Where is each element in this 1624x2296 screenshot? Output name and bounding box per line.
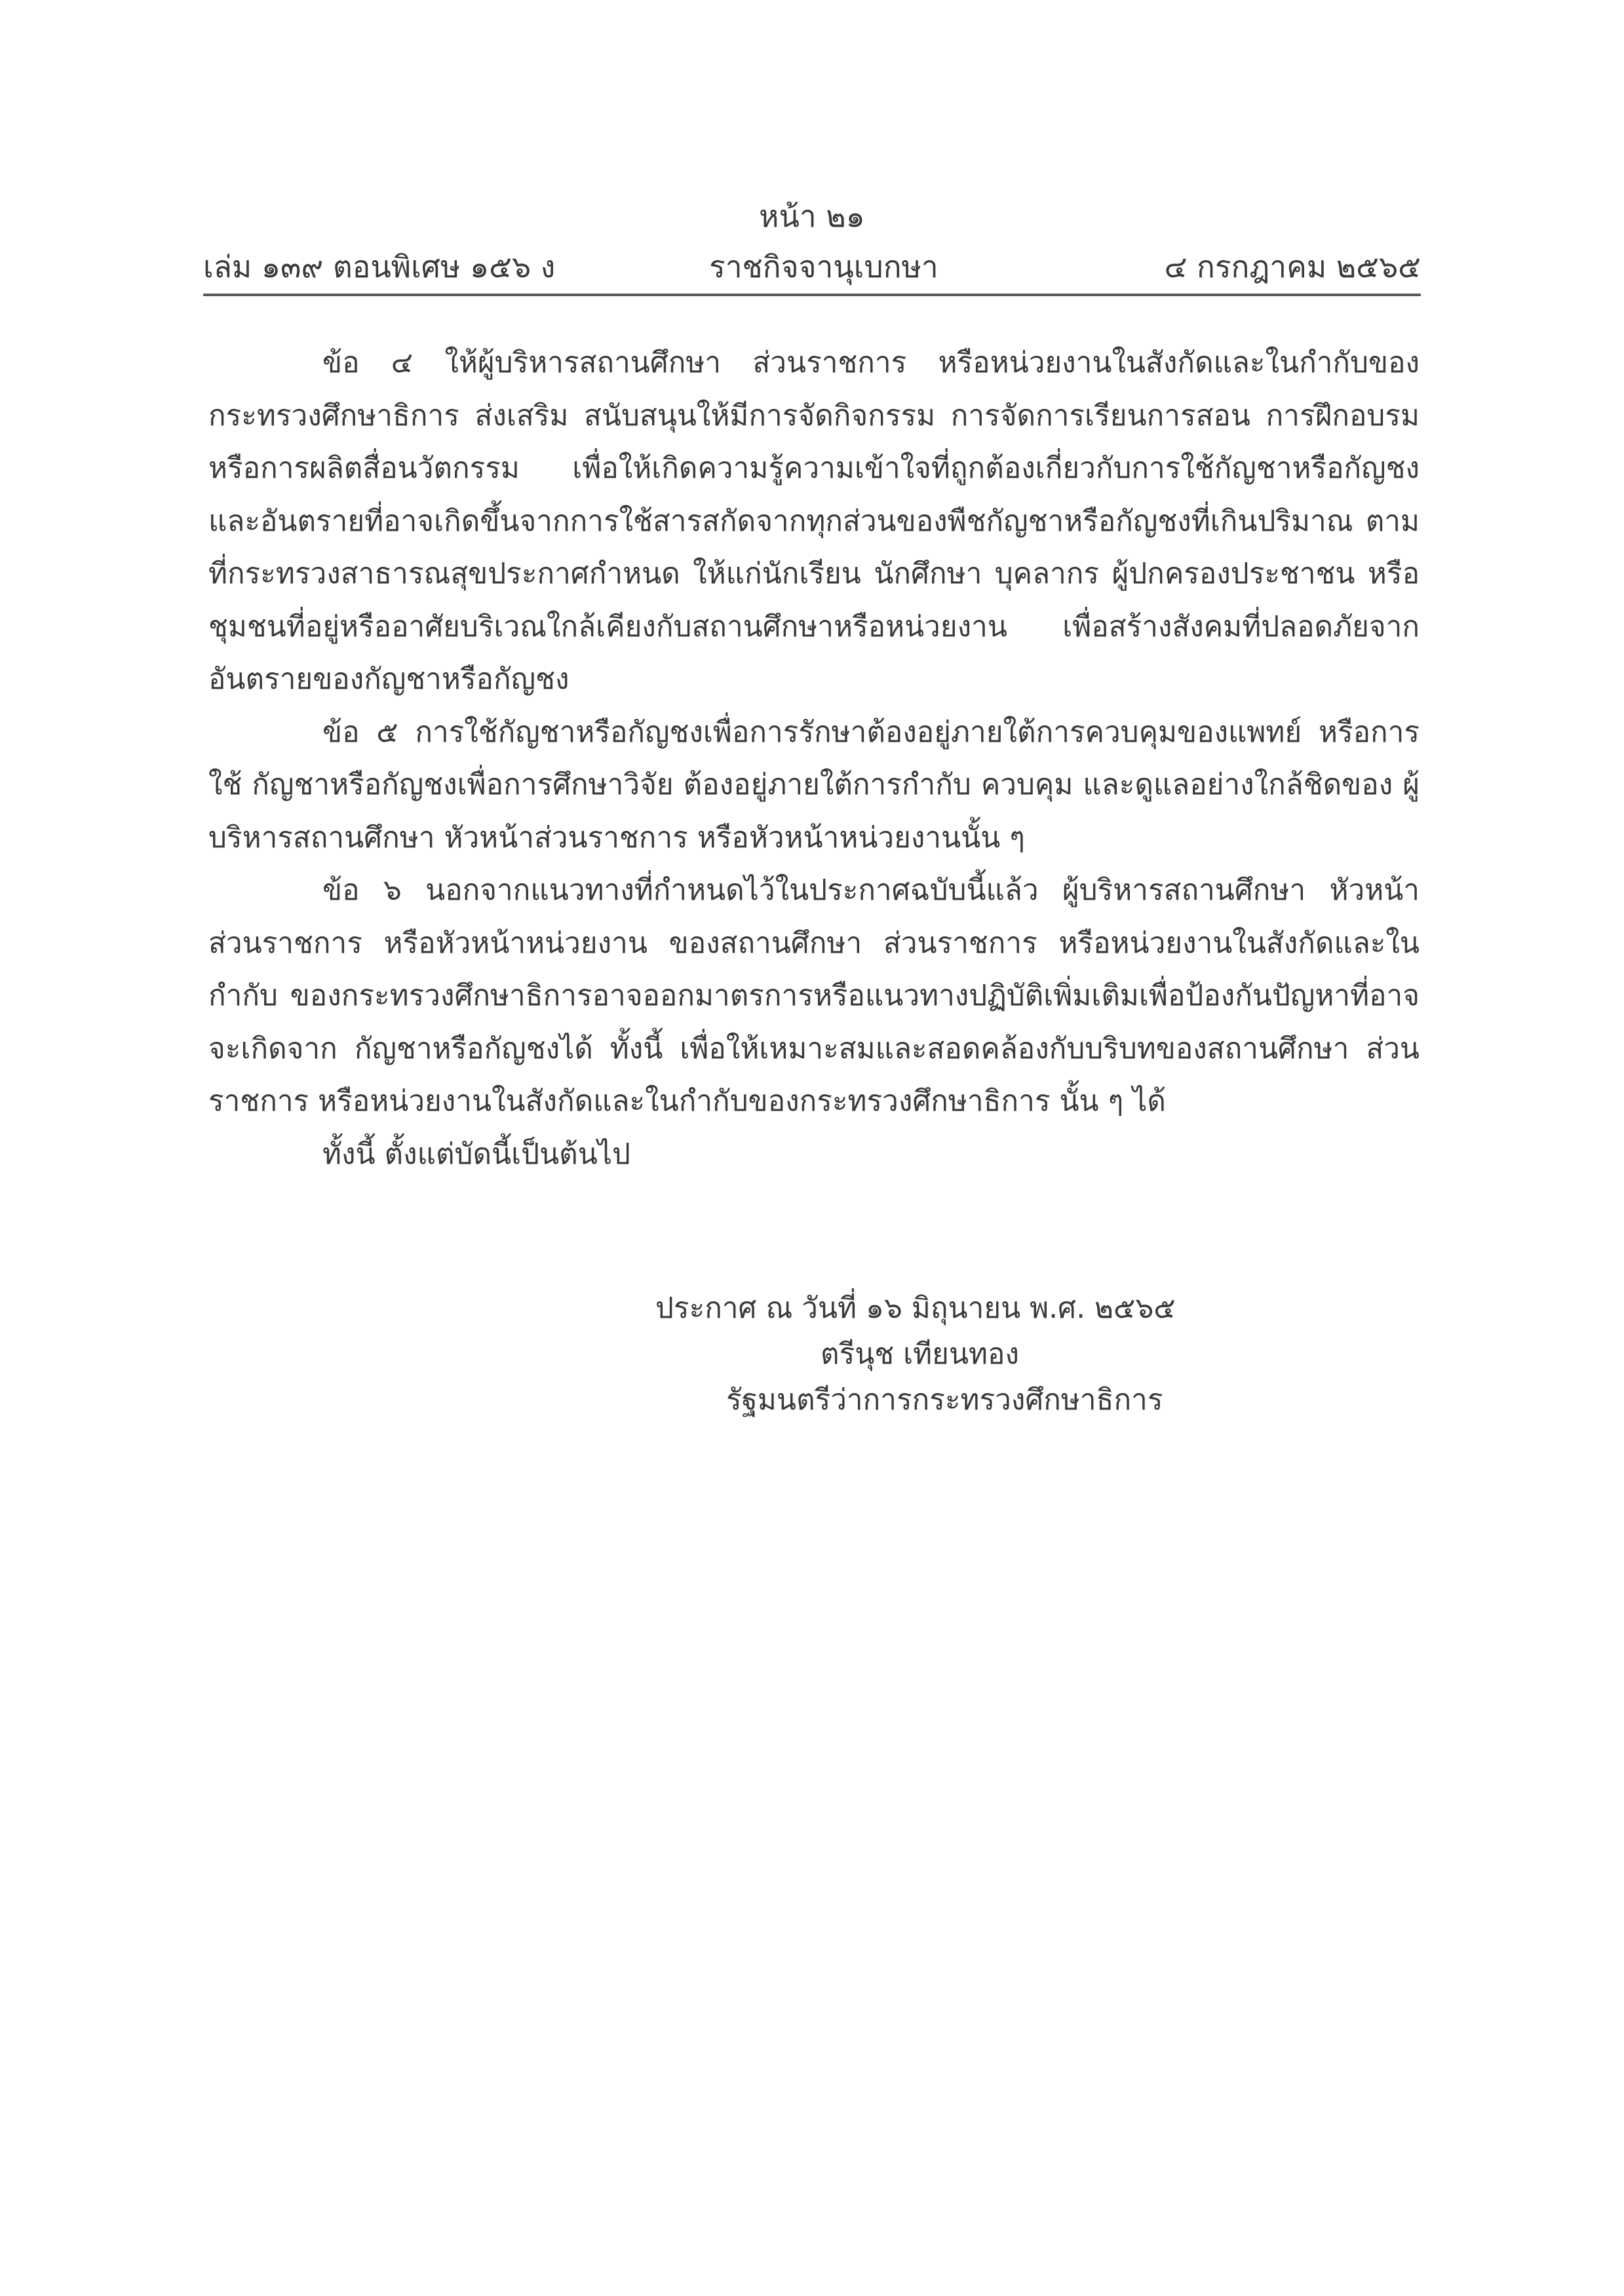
gazette-header (203, 247, 1421, 286)
signatory-name: ตรีนุช เทียนทอง (821, 1337, 1019, 1371)
announcement-date: ประกาศ ณ วันที่ ๑๖ มิถุนายน พ.ศ. ๒๕๖๕ (655, 1292, 1176, 1325)
signatory-title: รัฐมนตรีว่าการกระทรวงศึกษาธิการ (726, 1383, 1163, 1417)
effective-statement: ทั้งนี้ ตั้งแต่บัดนี้เป็นต้นไป (322, 1137, 630, 1171)
clause-6: ข้อ ๖ นอกจากแนวทางที่กำหนดไว้ในประกาศฉบับนี้แล้ว ผู้บริหารสถานศึกษา หัวหน้า ส่วนราชการ หรือหัวหน้าหน่วยงาน ของสถานศึกษา ส่วนราชการ หรือหน่วยงานในสังกัดและในกำกับ ของกระทรวงศึกษาธิการอาจออกมาตรการหรือแนวทางปฏิบัติเพิ่มเติมเพื่อป้องกันปัญหาที่อาจจะเกิดจาก กัญชาหรือกัญชงได้ ทั้งนี้ เพื่อให้เหมาะสมและสอดคล้องกับบริบทของสถานศึกษา ส่วนราชการ หรือหน่วยงานในสังกัดและในกำกับของกระทรวงศึกษาธิการ นั้น ๆ ได้ (208, 873, 1420, 1118)
clause-5: ข้อ ๕ การใช้กัญชาหรือกัญชงเพื่อการรักษาต้องอยู่ภายใต้การควบคุมของแพทย์ หรือการใช้ กัญชาหรือกัญชงเพื่อการศึกษาวิจัย ต้องอยู่ภายใต้การกำกับ ควบคุม และดูแลอย่างใกล้ชิดของ ผู้บริหารสถานศึกษา หัวหน้าส่วนราชการ หรือหัวหน้าหน่วยงานนั้น ๆ (208, 715, 1420, 854)
header-divider (203, 294, 1421, 296)
gazette-name: ราชกิจจานุเบกษา (709, 249, 938, 284)
volume-issue: เล่ม ๑๓๙ ตอนพิเศษ ๑๕๖ ง (203, 249, 556, 284)
clause-4: ข้อ ๔ ให้ผู้บริหารสถานศึกษา ส่วนราชการ หรือหน่วยงานในสังกัดและในกำกับของกระทรวงศึกษาธิการ ส่งเสริม สนับสนุนให้มีการจัดกิจกรรม การจัดการเรียนการสอน การฝึกอบรม หรือการผลิตสื่อนวัตกรรม เพื่อให้เกิดความรู้ความเข้าใจที่ถูกต้องเกี่ยวกับการใช้กัญชาหรือกัญชง และอันตรายที่อาจเกิดขึ้นจากการใช้สารสกัดจากทุกส่วนของพืชกัญชาหรือกัญชงที่เกินปริมาณ ตามที่กระทรวงสาธารณสุขประกาศกำหนด ให้แก่นักเรียน นักศึกษา บุคลากร ผู้ปกครองประชาชน หรือชุมชนที่อยู่หรืออาศัยบริเวณใกล้เคียงกับสถานศึกษาหรือหน่วยงาน เพื่อสร้างสังคมที่ปลอดภัยจาก อันตรายของกัญชาหรือกัญชง (208, 346, 1420, 696)
announcement-body (208, 337, 1420, 1181)
page-number: หน้า ๒๑ (759, 199, 865, 234)
publication-date: ๔ กรกฎาคม ๒๕๖๕ (1164, 249, 1421, 284)
